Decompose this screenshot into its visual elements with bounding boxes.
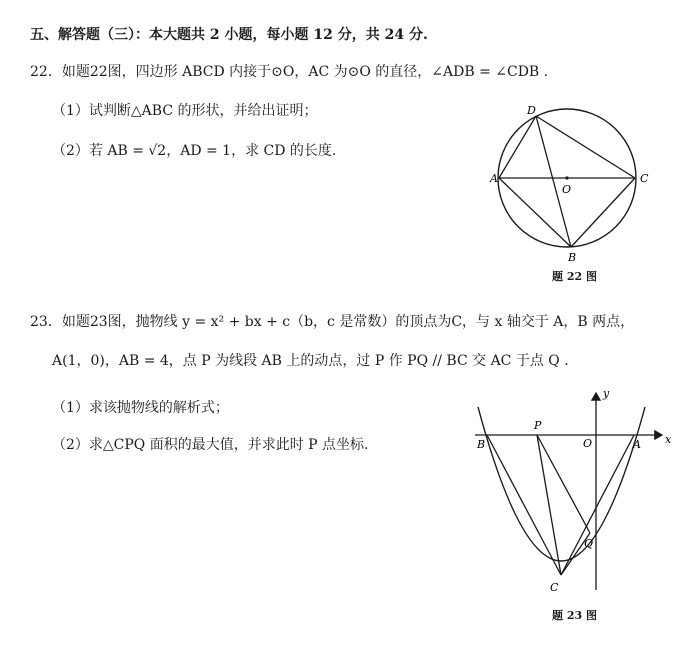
label-a: A: [633, 438, 641, 451]
segment-ad: [499, 116, 536, 178]
label-y: y: [603, 387, 610, 400]
segment-ba: [499, 178, 571, 247]
q22-part1: （1）试判断△ABC 的形状，并给出证明；: [52, 103, 318, 119]
q23-stem-line2: A(1，0)，AB = 4，点 P 为线段 AB 上的动点，过 P 作 PQ // BC 交 AC 于点 Q .: [52, 353, 569, 369]
label-b: B: [477, 438, 486, 451]
q23-figure-caption: 题 23 图: [552, 609, 597, 622]
label-d: D: [527, 104, 536, 117]
q23-part1: （1）求该抛物线的解析式；: [52, 400, 229, 416]
q23-stem-line1: 23．如题23图，抛物线 y = x² + bx + c（b，c 是常数）的顶点为C，与 x 轴交于 A，B 两点，: [30, 314, 635, 330]
label-x: x: [665, 433, 672, 446]
label-o: O: [562, 183, 572, 196]
label-c: C: [640, 172, 649, 185]
label-a: A: [490, 172, 498, 185]
q23-figure: [470, 385, 675, 597]
label-b: B: [568, 251, 577, 264]
q22-part2: （2）若 AB = √2，AD = 1，求 CD 的长度.: [52, 143, 337, 159]
segment-ca: [561, 435, 634, 575]
section-heading: 五、解答题（三）：本大题共 2 小题，每小题 12 分，共 24 分.: [30, 27, 428, 43]
center-point: [565, 176, 568, 179]
label-q: Q: [584, 537, 594, 550]
q22-stem: 22．如题22图，四边形 ABCD 内接于⊙O，AC 为⊙O 的直径，∠ADB = ∠CDB .: [30, 64, 549, 80]
label-p: P: [534, 419, 542, 432]
label-o: O: [583, 437, 593, 450]
diagonal-db: [536, 116, 571, 247]
segment-bc: [487, 435, 561, 575]
segment-dc: [536, 116, 635, 178]
label-c: C: [550, 581, 559, 594]
q23-part2: （2）求△CPQ 面积的最大值，并求此时 P 点坐标.: [52, 437, 369, 453]
q22-figure: [480, 100, 670, 265]
q22-figure-caption: 题 22 图: [552, 270, 597, 283]
parabola: [478, 407, 645, 561]
